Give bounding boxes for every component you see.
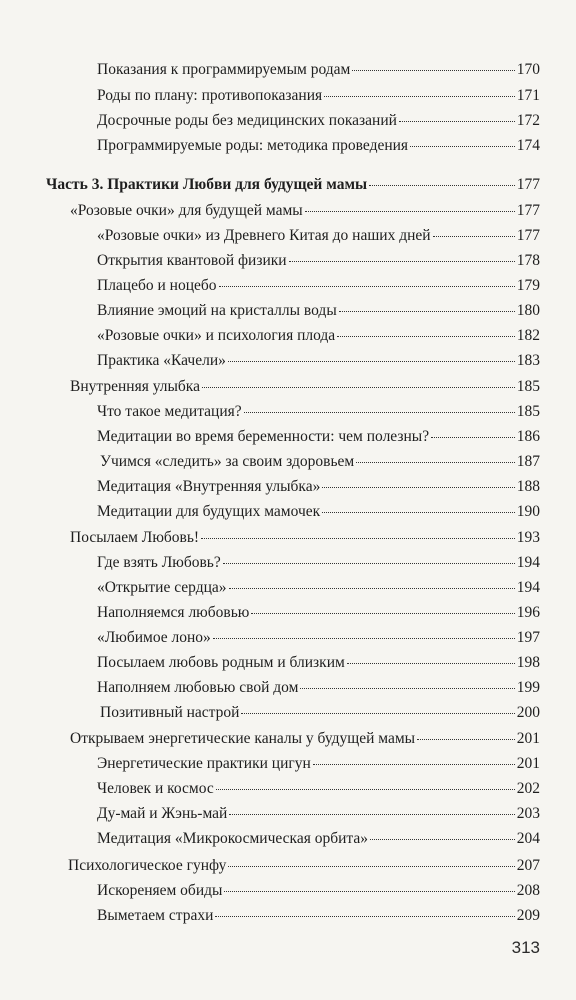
toc-entry-page: 177 — [516, 202, 540, 219]
toc-entry-page: 174 — [516, 137, 540, 154]
toc-entry — [97, 226, 540, 246]
toc-entry-title: Часть 3. Практики Любви для будущей мамы — [46, 176, 368, 193]
toc-entry-page: 202 — [516, 780, 540, 797]
toc-entry — [97, 111, 540, 131]
toc-entry-page: 208 — [516, 882, 540, 899]
dot-leader — [229, 814, 514, 815]
toc-entry — [97, 829, 540, 849]
toc-entry-page: 196 — [516, 604, 540, 621]
toc-entry — [97, 779, 540, 799]
toc-entry-title: Досрочные роды без медицинских показаний — [97, 112, 397, 129]
dot-leader — [322, 487, 514, 488]
dot-leader — [201, 538, 515, 539]
toc-entry-page: 187 — [516, 453, 540, 470]
toc-entry-page: 177 — [516, 176, 540, 193]
toc-entry-page: 172 — [516, 112, 540, 129]
dot-leader — [347, 663, 515, 664]
toc-entry-page: 185 — [516, 403, 540, 420]
toc-entry — [97, 578, 540, 598]
toc-entry-title: «Розовые очки» из Древнего Китая до наших дней — [97, 227, 431, 244]
toc-entry — [70, 729, 540, 749]
toc-entry — [97, 653, 540, 673]
dot-leader — [370, 839, 515, 840]
dot-leader — [324, 96, 515, 97]
dot-leader — [356, 462, 515, 463]
dot-leader — [219, 286, 515, 287]
toc-entry-title: Медитация «Микрокосмическая орбита» — [97, 830, 368, 847]
toc-entry-title: Выметаем страхи — [97, 907, 214, 924]
dot-leader — [433, 236, 515, 237]
toc-entry — [97, 276, 540, 296]
toc-entry — [68, 856, 540, 876]
toc-entry-title: Открытия квантовой физики — [97, 252, 287, 269]
dot-leader — [289, 261, 515, 262]
toc-entry — [97, 906, 540, 926]
toc-entry-page: 197 — [516, 629, 540, 646]
toc-entry-page: 171 — [516, 87, 540, 104]
toc-entry — [97, 754, 540, 774]
toc-entry-title: Влияние эмоций на кристаллы воды — [97, 302, 337, 319]
toc-entry-page: 190 — [516, 503, 540, 520]
toc-entry-page: 194 — [516, 579, 540, 596]
toc-entry-page: 177 — [516, 227, 540, 244]
toc-entry-title: Энергетические практики цигун — [97, 755, 311, 772]
toc-entry — [97, 804, 540, 824]
toc-entry — [97, 628, 540, 648]
dot-leader — [337, 336, 515, 337]
toc-entry-title: Показания к программируемым родам — [97, 61, 351, 78]
dot-leader — [229, 588, 515, 589]
dot-leader — [322, 512, 515, 513]
toc-entry-page: 188 — [516, 478, 540, 495]
toc-entry-page: 199 — [516, 679, 540, 696]
toc-entry-page: 178 — [516, 252, 540, 269]
toc-entry-page: 204 — [516, 830, 540, 847]
toc-entry-page: 201 — [516, 730, 540, 747]
toc-entry-title: Психологическое гунфу — [68, 857, 227, 874]
toc-entry-title: Учимся «следить» за своим здоровьем — [100, 453, 355, 470]
toc-entry-title: Внутренняя улыбка — [70, 378, 200, 395]
toc-entry-title: «Любимое лоно» — [97, 629, 211, 646]
toc-entry — [70, 528, 540, 548]
toc-entry-title: Программируемые роды: методика проведения — [97, 137, 409, 154]
toc-entry — [97, 86, 540, 106]
dot-leader — [352, 70, 514, 71]
toc-entry-title: Что такое медитация? — [97, 403, 242, 420]
toc-entry — [97, 60, 540, 80]
toc-entry-page: 185 — [516, 378, 540, 395]
toc-entry-title: Наполняемся любовью — [97, 604, 250, 621]
toc-entry-title: Где взять Любовь? — [97, 554, 221, 571]
toc-entry-page: 198 — [516, 654, 540, 671]
dot-leader — [313, 764, 515, 765]
toc-entry-title: Медитация «Внутренняя улыбка» — [97, 478, 321, 495]
dot-leader — [228, 361, 515, 362]
dot-leader — [431, 437, 515, 438]
toc-entry-page: 194 — [516, 554, 540, 571]
page-number: 313 — [511, 938, 540, 957]
toc-entry — [97, 326, 540, 346]
toc-entry — [70, 377, 540, 397]
dot-leader — [399, 121, 515, 122]
toc-entry — [97, 351, 540, 371]
dot-leader — [251, 613, 514, 614]
toc-entry-title: Позитивный настрой — [100, 704, 240, 721]
dot-leader — [241, 713, 514, 714]
toc-entry-title: «Розовые очки» для будущей мамы — [70, 202, 303, 219]
toc-entry — [100, 703, 540, 723]
toc-entry — [97, 301, 540, 321]
toc-entry-title: «Розовые очки» и психология плода — [97, 327, 336, 344]
toc-entry — [97, 136, 540, 156]
toc-entry-title: Человек и космос — [97, 780, 214, 797]
toc-entry — [70, 201, 540, 221]
toc-entry-title: «Открытие сердца» — [97, 579, 227, 596]
dot-leader — [369, 185, 515, 186]
toc-entry-page: 209 — [516, 907, 540, 924]
dot-leader — [339, 311, 515, 312]
toc-entry — [97, 427, 540, 447]
toc-entry-page: 183 — [516, 352, 540, 369]
dot-leader — [410, 146, 515, 147]
dot-leader — [223, 563, 515, 564]
toc-entry — [97, 881, 540, 901]
toc-entry — [97, 553, 540, 573]
toc-entry-page: 203 — [516, 805, 540, 822]
toc-entry-page: 170 — [516, 61, 540, 78]
toc-entry-page: 200 — [516, 704, 540, 721]
dot-leader — [215, 916, 514, 917]
toc-entry — [97, 502, 540, 522]
toc-entry — [97, 603, 540, 623]
dot-leader — [417, 739, 515, 740]
dot-leader — [300, 688, 514, 689]
toc-entry-title: Медитации во время беременности: чем полезны? — [97, 428, 430, 445]
dot-leader — [202, 387, 515, 388]
toc-entry-page: 193 — [516, 529, 540, 546]
dot-leader — [228, 866, 514, 867]
toc-entry-page: 182 — [516, 327, 540, 344]
toc-entry-title: Посылаем любовь родным и близким — [97, 654, 345, 671]
toc-entry-page: 179 — [516, 277, 540, 294]
toc-entry — [97, 678, 540, 698]
toc-part-heading — [46, 175, 540, 195]
dot-leader — [305, 211, 515, 212]
dot-leader — [213, 638, 515, 639]
toc-entry-page: 186 — [516, 428, 540, 445]
toc-entry-title: Роды по плану: противопоказания — [97, 87, 323, 104]
toc-entry-title: Практика «Качели» — [97, 352, 226, 369]
toc-entry-page: 207 — [516, 857, 540, 874]
toc-entry-title: Посылаем Любовь! — [70, 529, 200, 546]
toc-entry — [100, 452, 540, 472]
toc-entry-title: Искореняем обиды — [97, 882, 223, 899]
toc-entry-title: Ду-май и Жэнь-май — [97, 805, 228, 822]
dot-leader — [216, 789, 515, 790]
toc-entry-title: Медитации для будущих мамочек — [97, 503, 321, 520]
dot-leader — [224, 891, 514, 892]
toc-entry — [97, 251, 540, 271]
toc-entry-title: Плацебо и ноцебо — [97, 277, 217, 294]
dot-leader — [244, 412, 515, 413]
toc-entry — [97, 477, 540, 497]
toc-entry-page: 180 — [516, 302, 540, 319]
toc-entry-page: 201 — [516, 755, 540, 772]
toc-entry — [97, 402, 540, 422]
toc-entry-title: Наполняем любовью свой дом — [97, 679, 299, 696]
toc-entry-title: Открываем энергетические каналы у будущей мамы — [70, 730, 416, 747]
